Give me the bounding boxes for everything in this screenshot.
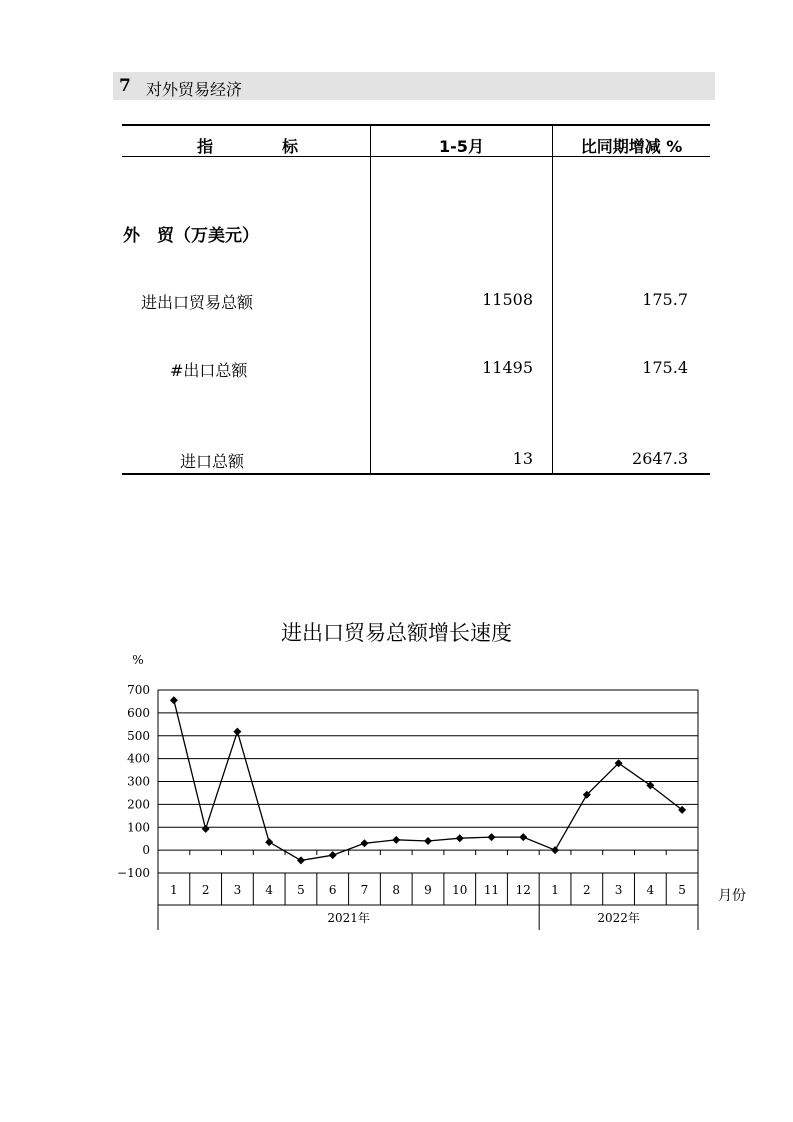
row-label: 进口总额	[180, 452, 245, 471]
row-change: 175.7	[642, 290, 688, 309]
section-number: 7	[119, 76, 131, 96]
series-line	[174, 700, 682, 860]
y-tick-label: 600	[127, 705, 150, 720]
row-value: 13	[512, 449, 533, 468]
x-group-label: 2022年	[597, 911, 640, 925]
x-tick-label: 3	[233, 883, 242, 897]
y-tick-label: 400	[127, 751, 150, 766]
y-tick-label: 0	[142, 843, 150, 858]
data-point-marker	[329, 851, 337, 859]
x-tick-label: 6	[328, 883, 337, 897]
x-tick-label: 12	[515, 883, 531, 897]
y-tick-label: 500	[127, 728, 150, 743]
data-point-marker	[551, 846, 559, 854]
x-tick-label: 4	[646, 883, 655, 897]
row-label: 进出口贸易总额	[141, 293, 254, 312]
x-tick-label: 1	[170, 883, 178, 897]
x-tick-label: 11	[483, 883, 500, 897]
data-point-marker	[233, 728, 241, 736]
data-point-marker	[297, 856, 305, 864]
header-period: 1-5月	[439, 137, 484, 156]
x-tick-label: 1	[551, 883, 559, 897]
x-group-label: 2021年	[327, 911, 370, 925]
y-tick-label: −100	[117, 866, 150, 880]
x-tick-label: 9	[424, 883, 432, 897]
group-label: 外 贸（万美元）	[123, 226, 259, 246]
header-change: 比同期增减 %	[580, 137, 683, 156]
chart-title: 进出口贸易总额增长速度	[281, 621, 512, 645]
data-point-marker	[360, 839, 368, 847]
data-point-marker	[265, 838, 273, 846]
data-point-marker	[202, 825, 210, 833]
x-tick-label: 5	[678, 883, 686, 897]
header-indicator-right: 标	[281, 137, 298, 156]
y-tick-label: 700	[127, 683, 150, 697]
data-point-marker	[392, 836, 400, 844]
data-point-marker	[488, 833, 496, 841]
data-point-marker	[519, 833, 527, 841]
row-value: 11495	[482, 358, 533, 377]
row-label: #出口总额	[170, 361, 248, 380]
y-axis-unit-label: %	[132, 653, 144, 667]
row-value: 11508	[482, 290, 533, 309]
section-title: 对外贸易经济	[146, 80, 243, 99]
x-tick-label: 4	[265, 883, 273, 897]
data-point-marker	[424, 837, 432, 845]
row-change: 2647.3	[632, 449, 688, 468]
x-axis-label: 月份	[718, 888, 746, 904]
x-tick-label: 3	[614, 883, 623, 897]
x-tick-label: 5	[297, 883, 305, 897]
row-change: 175.4	[642, 358, 688, 377]
data-point-marker	[170, 696, 178, 704]
x-tick-label: 7	[360, 883, 369, 897]
x-tick-label: 8	[392, 883, 401, 897]
x-tick-label: 10	[452, 883, 468, 897]
x-tick-label: 2	[201, 883, 210, 897]
y-tick-label: 100	[127, 820, 150, 835]
header-indicator-left: 指	[196, 137, 213, 156]
data-point-marker	[456, 834, 464, 842]
y-tick-label: 300	[127, 774, 150, 789]
x-tick-label: 2	[583, 883, 591, 897]
y-tick-label: 200	[127, 797, 150, 812]
